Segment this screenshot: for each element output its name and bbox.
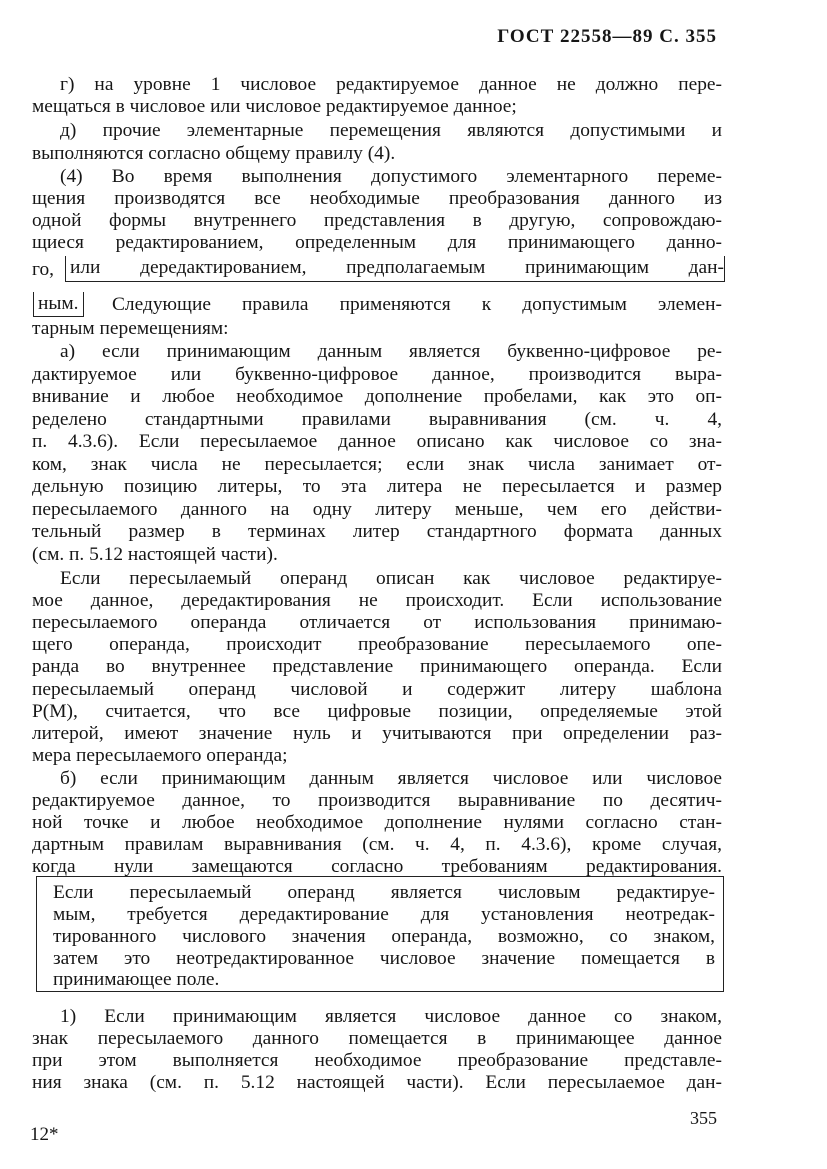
text-line: ной точке и любое необходимое дополнение нулями согласно стан- xyxy=(32,812,722,833)
boxed-prefix: го, xyxy=(32,259,55,280)
text-line: ранда во внутреннее представление принимающего операнда. Если xyxy=(32,656,722,677)
text-line: Следующие правила применяются к допустимым элемен- xyxy=(112,294,722,315)
text-line: г) на уровне 1 числовое редактируемое данное не должно пере- xyxy=(60,74,722,95)
boxed-insert-line: или дередактированием, предполагаемым принимающим дан- xyxy=(65,256,725,282)
text-line: внивание и любое необходимое дополнение пробелами, как это оп- xyxy=(32,386,722,407)
text-line: тарным перемещениям: xyxy=(32,318,229,339)
text-line: Если пересылаемый операнд описан как числовое редактируе- xyxy=(60,568,722,589)
text-line: б) если принимающим данным является числовое или числовое xyxy=(60,768,722,789)
page-header: ГОСТ 22558—89 С. 355 xyxy=(497,26,717,47)
text-line: ком, знак числа не пересылается; если знак числа занимает от- xyxy=(32,454,722,475)
text-line: щения производятся все необходимые преобразования данного из xyxy=(32,188,722,209)
box-line: мым, требуется дередактирование для установления неотредак- xyxy=(53,904,715,925)
box-line: затем это неотредактированное числовое значение помещается в xyxy=(53,948,715,969)
text-line: щиеся редактированием, определенным для принимающего данно- xyxy=(32,232,722,253)
text-line: редактируемое данное, то производится выравнивание по десятич- xyxy=(32,790,722,811)
text-line: мещаться в числовое или числовое редактируемое данное; xyxy=(32,96,517,117)
text-line: п. 4.3.6). Если пересылаемое данное описано как числовое со зна- xyxy=(32,431,722,452)
text-line: пересылаемого данного на одну литеру меньше, чем его действи- xyxy=(32,499,722,520)
text-line: мое данное, дередактирования не происходит. Если использование xyxy=(32,590,722,611)
text-line: тельный размер в терминах литер стандартного формата данных xyxy=(32,521,722,542)
boxed-insert-paragraph xyxy=(36,876,724,992)
box-line: принимающее поле. xyxy=(53,969,220,990)
text-line: щего операнда, происходит преобразование пересылаемого опе- xyxy=(32,634,722,655)
box-line: тированного числового значения операнда, возможно, со знаком, xyxy=(53,926,715,947)
text-line: мера пересылаемого операнда; xyxy=(32,745,288,766)
text-line: дартным правилам выравнивания (см. ч. 4, п. 4.3.6), кроме случая, xyxy=(32,834,722,855)
text-line: пересылаемого операнда отличается от использования принимаю- xyxy=(32,612,722,633)
text-line: дельную позицию литеры, то эта литера не пересылается и размер xyxy=(32,476,722,497)
text-line: д) прочие элементарные перемещения являются допустимыми и xyxy=(60,120,722,141)
text-line: одной формы внутреннего представления в другую, сопровождаю- xyxy=(32,210,722,231)
page-number: 355 xyxy=(690,1108,717,1128)
text-line: (4) Во время выполнения допустимого элементарного переме- xyxy=(60,166,722,187)
text-line: знак пересылаемого данного помещается в принимающее данное xyxy=(32,1028,722,1049)
text-line: а) если принимающим данным является буквенно-цифровое ре- xyxy=(60,341,722,362)
text-line: выполняются согласно общему правилу (4). xyxy=(32,143,396,164)
boxed-insert-row xyxy=(32,256,724,284)
text-line: пересылаемый операнд числовой и содержит литеру шаблона xyxy=(32,679,722,700)
text-line: P(M), считается, что все цифровые позиции, определяемые этой xyxy=(32,701,722,722)
text-line: ределено стандартными правилами выравнивания (см. ч. 4, xyxy=(32,409,722,430)
text-line: когда нули замещаются согласно требованиям редактирования. xyxy=(32,856,722,877)
box-line: Если пересылаемый операнд является числовым редактируе- xyxy=(53,882,715,903)
signature-mark: 12* xyxy=(30,1124,59,1145)
text-line: дактируемое или буквенно-цифровое данное, производится выра- xyxy=(32,364,722,385)
boxed-insert-end: ным. xyxy=(33,292,84,317)
text-line: 1) Если принимающим является числовое данное со знаком, xyxy=(60,1006,722,1027)
text-line: (см. п. 5.12 настоящей части). xyxy=(32,544,278,565)
text-line: литерой, имеют значение нуль и учитываются при определении раз- xyxy=(32,723,722,744)
text-line: ния знака (см. п. 5.12 настоящей части). Если пересылаемое дан- xyxy=(32,1072,722,1093)
text-line: при этом выполняется необходимое преобразование представле- xyxy=(32,1050,722,1071)
